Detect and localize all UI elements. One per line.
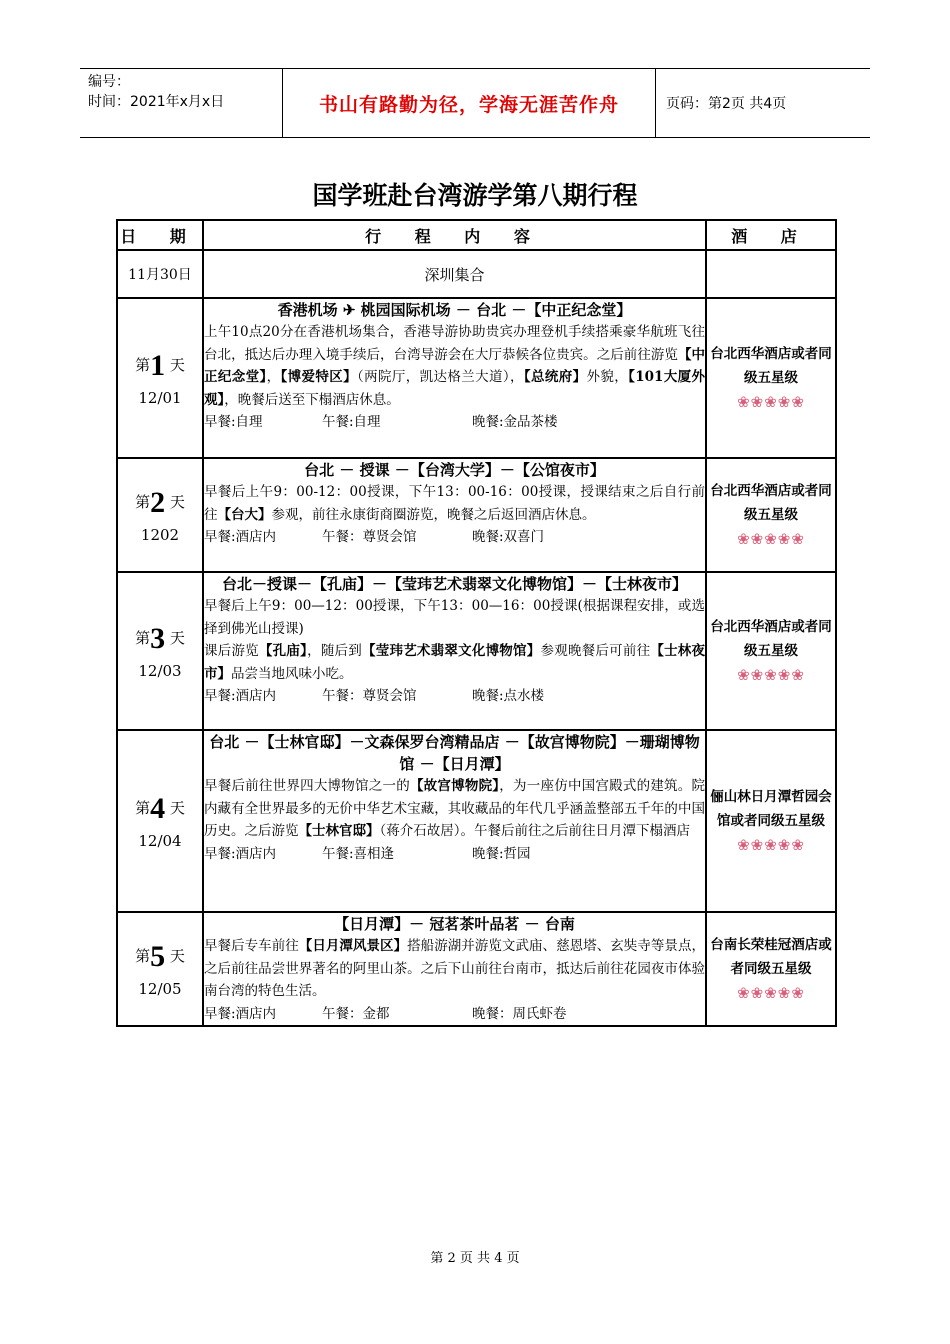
day-date: 12/04 [138, 832, 182, 850]
day-number [118, 349, 202, 383]
page-footer: 第 2 页 共 4 页 [430, 1251, 520, 1266]
day-description: 早餐后前往世界四大博物馆之一的【故宫博物院】，为一座仿中国宫殿式的建筑。院内藏有全世界最多的无价中华艺术宝藏，其收藏品的年代几乎涵盖整部五千年的中国历史。之后游览【士林官邸】（蒋介石故居）。午餐后前往之后前往日月潭下榻酒店 [204, 778, 706, 839]
hotel-name: 台北西华酒店或者同级五星级 [710, 483, 832, 523]
day-num: 3 [150, 622, 166, 655]
gather-date: 11月30日 [117, 250, 203, 298]
itinerary-table [116, 219, 837, 1027]
day-num: 1 [150, 349, 166, 382]
day-date: 1202 [140, 526, 180, 544]
day-suffix: 天 [165, 947, 185, 965]
day-hotel [706, 730, 836, 912]
day-suffix: 天 [165, 799, 185, 817]
meal-item: 午餐：尊贤会馆 [322, 688, 417, 704]
meal-item: 晚餐:金品茶楼 [472, 414, 558, 430]
day-date: 12/05 [138, 980, 182, 998]
meal-item: 早餐:酒店内 [204, 529, 277, 545]
day-date: 12/01 [138, 389, 182, 407]
hotel-name: 俪山林日月潭哲园会馆或者同级五星级 [710, 789, 832, 829]
day-description: 课后游览【孔庙】，随后到【莹玮艺术翡翠文化博物馆】参观晚餐后可前往【士林夜市】品尝当地风味小吃。 [204, 643, 706, 682]
day-date-cell [117, 572, 203, 730]
table-header-row [117, 220, 836, 250]
motto: 书山有路勤为径，学海无涯苦作舟 [283, 69, 656, 137]
day-suffix: 天 [165, 356, 185, 374]
meal-item: 午餐:自理 [322, 414, 381, 430]
day-description: 早餐后上午9：00-12：00授课，下午13：00-16：00授课，授课结束之后自行前往【台大】参观，前往永康街商圈游览，晚餐之后返回酒店休息。 [204, 484, 705, 523]
day-hotel [706, 458, 836, 572]
meal-item: 晚餐:双喜门 [472, 529, 545, 545]
hotel-name: 台南长荣桂冠酒店或者同级五星级 [710, 937, 832, 977]
day-row [117, 730, 836, 912]
day-number [118, 940, 202, 974]
day-meals [204, 526, 705, 549]
col-date-header: 日 期 [117, 220, 203, 250]
day-content [203, 730, 706, 912]
day-row [117, 572, 836, 730]
day-content [203, 458, 706, 572]
day-prefix: 第 [135, 629, 151, 647]
meal-item: 午餐：尊贤会馆 [322, 529, 417, 545]
header-meta [80, 69, 283, 137]
meal-item: 早餐:酒店内 [204, 1005, 277, 1022]
flower-rating: ❀❀❀❀❀ [737, 836, 805, 854]
day-meals [204, 1003, 705, 1026]
flower-rating: ❀❀❀❀❀ [737, 530, 805, 548]
day-number [118, 622, 202, 656]
flower-rating: ❀❀❀❀❀ [737, 666, 805, 684]
day-date-cell [117, 298, 203, 458]
day-meals [204, 411, 705, 434]
day-content [203, 572, 706, 730]
hotel-name: 台北西华酒店或者同级五星级 [710, 619, 832, 659]
day-date: 12/03 [138, 662, 182, 680]
meal-item: 午餐:喜相逢 [322, 845, 395, 862]
day-date-cell [117, 912, 203, 1026]
day-content [203, 912, 706, 1026]
day-suffix: 天 [165, 493, 185, 511]
day-hotel [706, 572, 836, 730]
meal-item: 早餐:酒店内 [204, 688, 277, 704]
day-meals [204, 843, 705, 866]
col-hotel-header: 酒 店 [706, 220, 836, 250]
day-content [203, 298, 706, 458]
day-row [117, 298, 836, 458]
day-route: 台北 －【士林官邸】－文森保罗台湾精品店 －【故宫博物院】－珊瑚博物馆 －【日月潭】 [209, 733, 700, 773]
page-label: 页码：第2页 共4页 [666, 96, 787, 112]
day-date-cell [117, 458, 203, 572]
gather-row [117, 250, 836, 298]
meal-item: 晚餐:点水楼 [472, 688, 545, 704]
day-meals [204, 685, 705, 708]
number-label: 编号： [88, 74, 130, 90]
day-prefix: 第 [135, 493, 151, 511]
day-num: 5 [150, 940, 166, 973]
col-content-header: 行 程 内 容 [203, 220, 706, 250]
day-route: 台北 － 授课 －【台湾大学】－【公馆夜市】 [304, 461, 605, 479]
page-title: 国学班赴台湾游学第八期行程 [312, 181, 638, 210]
hotel-name: 台北西华酒店或者同级五星级 [710, 346, 832, 386]
flower-rating: ❀❀❀❀❀ [737, 984, 805, 1002]
day-date-cell [117, 730, 203, 912]
day-description: 上午10点20分在香港机场集合，香港导游协助贵宾办理登机手续搭乘豪华航班飞往台北，抵达后办理入境手续后，台湾导游会在大厅恭候各位贵宾。之后前往游览【中正纪念堂】，【博爱特区】（两院厅，凯达格兰大道），【总统府】外貌，【101大厦外观】，晚餐后送至下榻酒店休息。 [204, 324, 706, 408]
day-suffix: 天 [165, 629, 185, 647]
day-hotel [706, 298, 836, 458]
day-route: 【日月潭】－ 冠茗茶叶品茗 － 台南 [334, 915, 575, 933]
flower-rating: ❀❀❀❀❀ [737, 393, 805, 411]
day-route: 台北－授课－【孔庙】－【莹玮艺术翡翠文化博物馆】－【士林夜市】 [221, 575, 688, 593]
day-route: 香港机场 ✈ 桃园国际机场 － 台北 －【中正纪念堂】 [277, 301, 632, 319]
day-prefix: 第 [135, 356, 151, 374]
time-label: 时间：2021年x月x日 [88, 94, 225, 110]
day-row [117, 458, 836, 572]
meal-item: 晚餐:哲园 [472, 845, 531, 862]
meal-item: 晚餐：周氏虾卷 [472, 1005, 567, 1022]
day-description: 早餐后专车前往【日月潭风景区】搭船游湖并游览文武庙、慈恩塔、玄奘寺等景点，之后前往品尝世界著名的阿里山茶。之后下山前往台南市，抵达后前往花园夜市体验南台湾的特色生活。 [204, 938, 706, 999]
day-description: 早餐后上午9：00—12：00授课，下午13：00—16：00授课(根据课程安排，或选择到佛光山授课) [204, 598, 705, 637]
day-num: 2 [150, 486, 166, 519]
day-num: 4 [150, 792, 166, 825]
day-number [118, 792, 202, 826]
gather-hotel [706, 250, 836, 298]
day-row [117, 912, 836, 1026]
meal-item: 早餐:酒店内 [204, 845, 277, 862]
page-header [80, 68, 870, 138]
day-prefix: 第 [135, 799, 151, 817]
day-prefix: 第 [135, 947, 151, 965]
meal-item: 午餐：金都 [322, 1005, 390, 1022]
gather-text: 深圳集合 [203, 250, 706, 298]
day-number [118, 486, 202, 520]
meal-item: 早餐:自理 [204, 414, 263, 430]
day-hotel [706, 912, 836, 1026]
